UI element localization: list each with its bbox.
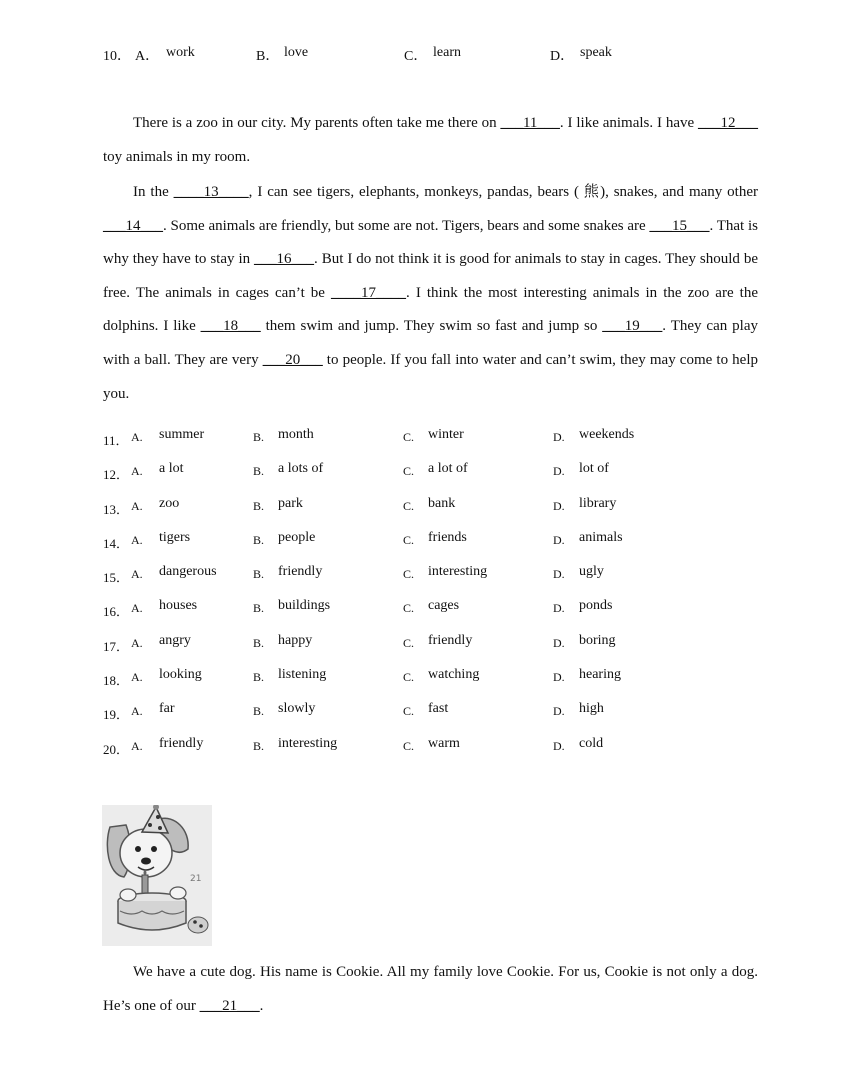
question-row-16 [103,595,763,629]
question-row-12 [103,458,763,492]
passage-paragraph-1 [103,107,758,174]
option-letter-a: A. [131,635,143,650]
option-letter-b: B. [253,670,265,685]
passage-2-paragraph [103,956,758,1023]
option-letter-b: B． [256,49,280,64]
text-run: . That is why they have to stay in [103,217,758,268]
option-letter-c: C. [403,498,415,513]
question-row-11 [103,424,763,458]
option-letter-c: C. [403,738,415,753]
option-letter-d: D. [553,498,565,513]
question-row-18 [103,664,763,698]
blank-15: ___15___ [649,217,710,234]
option-text-c: learn [433,45,461,60]
option-letter-b: B. [253,464,265,479]
text-run: . Some animals are friendly, but some are not. Tigers, bears and some snakes are [163,217,650,234]
option-letter-c: C. [403,601,415,616]
passage-paragraph-2 [103,176,758,411]
option-letter-d: D. [553,532,565,547]
option-letter-a: A. [131,567,143,582]
question-number: 18． [103,673,130,689]
text-run: In the [133,184,174,200]
option-text-b: slowly [278,701,316,717]
option-text-c: friends [428,529,467,545]
option-letter-b: B. [253,704,265,719]
option-letter-b: B. [253,738,265,753]
text-run: There is a zoo in our city. My parents often take me there on [133,115,501,131]
option-text-a: summer [159,427,205,442]
option-letter-b: B. [253,635,265,650]
option-text-c: interesting [428,564,488,580]
option-text-d: lot of [579,461,609,477]
option-text-d: ugly [579,564,604,580]
blank-12: ___12___ [698,115,758,131]
question-number: 11． [103,433,129,448]
blank-17: ____17____ [331,284,407,301]
option-letter-a: A. [131,430,143,444]
question-number: 13． [103,501,130,517]
option-text-a: friendly [159,735,204,751]
option-letter-d: D． [550,49,575,64]
text-run: , I can see tigers, elephants, monkeys, pandas, bears ( 熊), snakes, and many other [248,184,759,200]
option-text-b: listening [278,667,327,683]
option-text-a: work [166,45,195,60]
option-text-a: angry [159,632,191,648]
option-text-c: warm [428,735,460,751]
option-text-b: friendly [278,564,323,580]
option-text-b: park [278,495,303,511]
option-letter-b: B. [253,430,265,444]
option-letter-a: A. [131,532,143,547]
text-run: . I like animals. I have [559,115,698,131]
option-letter-c: C. [403,670,415,685]
option-letter-d: D. [553,704,565,719]
text-run: . But I do not think it is good for animals to stay in cages. They should be free. The animals in cages can’t be [103,251,758,301]
question-row-14 [103,527,763,561]
option-text-a: looking [159,667,202,683]
option-letter-b: B. [253,532,265,547]
option-text-a: dangerous [159,564,217,580]
option-text-d: weekends [579,427,635,442]
question-row-19 [103,698,763,732]
option-letter-c: C. [403,532,415,547]
question-number: 16． [103,604,130,620]
option-text-d: cold [579,735,604,751]
option-letter-a: A. [131,670,143,685]
option-text-c: bank [428,495,456,511]
option-letter-d: D. [553,430,565,444]
option-text-b: a lots of [278,461,324,477]
option-text-a: a lot [159,461,184,477]
question-number: 19． [103,707,130,723]
option-text-c: a lot of [428,461,468,477]
option-text-b: interesting [278,735,338,751]
text-run: . [259,997,264,1014]
option-letter-d: D. [553,601,565,616]
question-row-17 [103,630,763,664]
option-letter-b: B. [253,567,265,582]
option-text-d: speak [580,45,612,60]
option-letter-a: A. [131,738,143,753]
option-text-d: high [579,701,604,717]
text-run: We have a cute dog. His name is Cookie. All my family love Cookie. For us, Cookie is not only a dog. He’s one of our [103,964,758,1014]
option-text-a: zoo [159,495,180,511]
blank-14: ___14___ [103,217,163,234]
option-letter-a: A. [131,704,143,719]
text-run: to people. If you fall into water and can’t swim, they may come to help you. [103,351,758,402]
question-number: 12． [103,467,130,483]
blank-20: ___20___ [262,351,323,368]
option-text-d: boring [579,632,616,648]
option-text-a: tigers [159,529,191,545]
option-text-c: cages [428,598,460,614]
option-text-d: library [579,495,617,511]
blank-18: ___18___ [200,318,261,335]
question-row-20 [103,733,763,767]
option-text-c: fast [428,701,449,717]
question-number: 15． [103,570,130,586]
option-text-b: happy [278,632,313,648]
question-row-13 [103,493,763,527]
option-text-b: people [278,529,316,545]
option-letter-c: C． [404,49,428,64]
option-text-c: watching [428,667,480,683]
option-letter-c: C. [403,704,415,719]
option-letter-d: D. [553,738,565,753]
question-number: 17． [103,638,130,654]
question-row-15 [103,561,763,595]
option-letter-d: D. [553,567,565,582]
text-run: . I think the most interesting animals in the zoo are the dolphins. I like [103,284,758,335]
answer-choices [103,424,763,767]
option-letter-a: A． [135,49,160,64]
option-text-d: animals [579,529,623,545]
option-text-a: houses [159,598,198,614]
option-text-a: far [159,701,175,717]
blank-19: ___19___ [602,318,663,335]
option-text-b: love [284,45,309,60]
option-letter-c: C. [403,635,415,650]
option-text-c: friendly [428,632,473,648]
option-letter-d: D. [553,635,565,650]
question-number: 20． [103,741,130,757]
dog-with-cake-icon [102,805,212,946]
text-run: toy animals in my room. [103,148,251,165]
blank-11: ___11___ [500,115,560,131]
question-number: 10． [103,49,131,64]
blank-13: ____13____ [173,184,249,200]
text-run: . They can play with a ball. They are very [103,318,758,368]
option-text-c: winter [428,427,464,442]
option-letter-d: D. [553,670,565,685]
text-run: them swim and jump. They swim so fast and jump so [260,318,603,335]
picture-caption-glyph: 21 [190,874,202,884]
option-text-d: hearing [579,667,621,683]
option-letter-c: C. [403,464,415,479]
option-letter-b: B. [253,498,265,513]
option-letter-c: C. [403,567,415,582]
option-letter-b: B. [253,601,265,616]
blank-16: ___16___ [254,251,315,268]
option-text-b: month [278,427,314,442]
option-letter-a: A. [131,498,143,513]
option-letter-d: D. [553,464,565,479]
blank-21: ___21___ [199,997,260,1014]
option-text-d: ponds [579,598,613,614]
dog-illustration [102,805,212,946]
question-number: 14． [103,535,130,551]
option-letter-c: C. [403,430,415,444]
option-text-b: buildings [278,598,331,614]
option-letter-a: A. [131,601,143,616]
option-letter-a: A. [131,464,143,479]
